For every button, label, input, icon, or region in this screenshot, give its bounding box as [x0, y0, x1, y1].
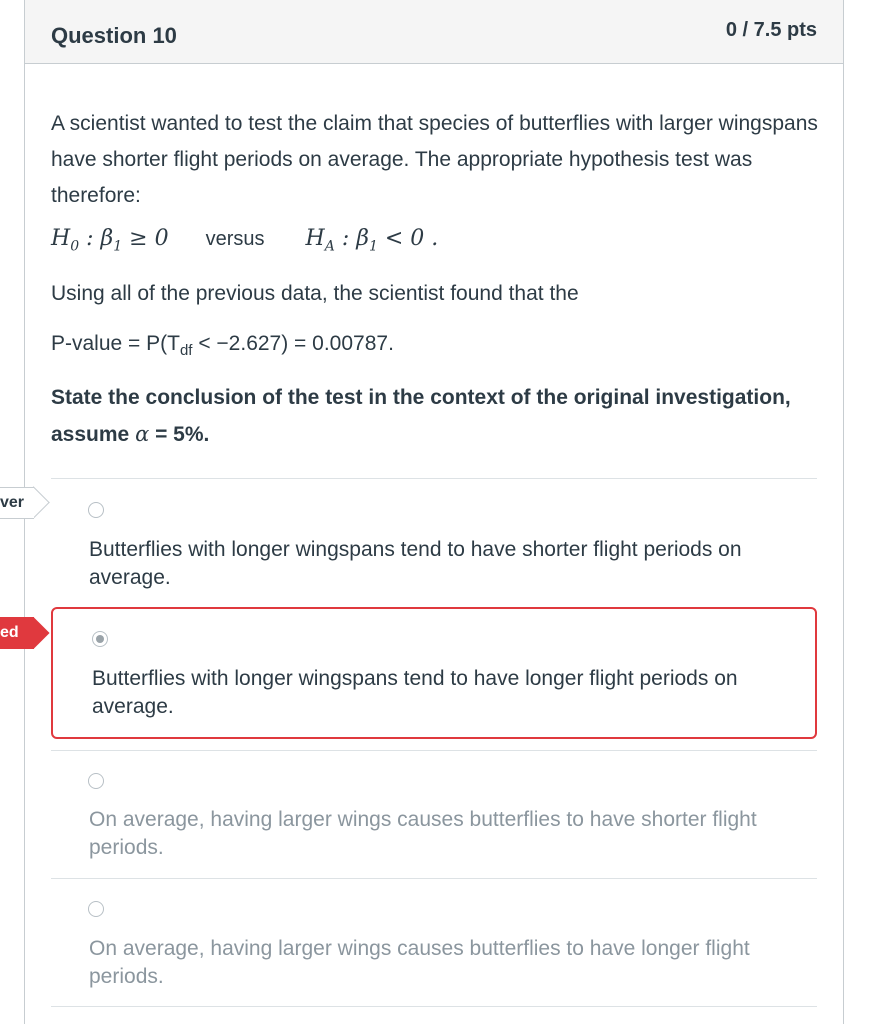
divider: [51, 478, 817, 479]
question-card: [24, 0, 844, 1024]
question-header: [25, 0, 843, 64]
you-answered-tag: ed: [0, 617, 46, 649]
answer-1-radio[interactable]: [88, 502, 104, 518]
divider: [51, 878, 817, 879]
answer-2-radio[interactable]: [92, 631, 108, 647]
data-line: Using all of the previous data, the scientist found that the: [51, 282, 579, 305]
divider: [51, 1006, 817, 1007]
question-points: 0 / 7.5 pts: [725, 19, 817, 41]
answer-4-text: On average, having larger wings causes butterflies to have longer flight periods.: [89, 937, 750, 988]
pvalue-line: P-value = $P(T_{df} < -2.627) = 0.00787$.: [51, 332, 394, 360]
answer-3-radio[interactable]: [88, 773, 104, 789]
divider: [51, 750, 817, 751]
correct-answer-tag: ver: [0, 487, 46, 519]
question-prompt: State the conclusion of the test in the context of the original investigation, assume α = 5%.: [51, 386, 791, 446]
hypothesis-statement: $H_0$ : $\beta_1 \ge 0$ versus $H_A$ : $\beta_1 < 0$ .: [51, 226, 439, 255]
question-intro: A scientist wanted to test the claim that species of butterflies with larger wingspans have shorter flight periods on average. The appropriate hypothesis test was therefore:: [51, 112, 818, 207]
answer-1-text: Butterflies with longer wingspans tend to have shorter flight periods on average.: [89, 538, 742, 589]
answer-3-text: On average, having larger wings causes butterflies to have shorter flight periods.: [89, 808, 757, 859]
answer-4-radio[interactable]: [88, 901, 104, 917]
answer-2-text: Butterflies with longer wingspans tend to have longer flight periods on average.: [92, 667, 738, 718]
versus-word: versus: [205, 228, 265, 250]
question-title: Question 10: [51, 23, 177, 48]
